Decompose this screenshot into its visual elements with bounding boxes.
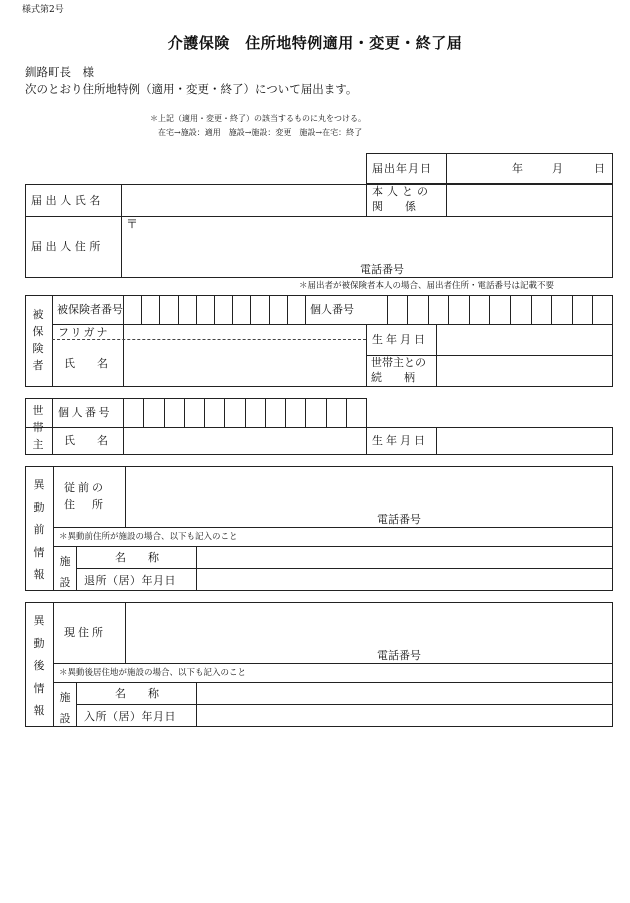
digit-cell[interactable] [184,398,204,427]
digit-cell[interactable] [224,398,244,427]
before-facility-date-label: 退所（居）年月日 [84,574,176,587]
after-phone-label: 電話番号 [377,649,421,662]
digit-cell[interactable] [407,295,428,324]
form-number: 様式第2号 [22,5,64,15]
householder-side-label: 世 帯 主 [32,404,44,452]
digit-cell[interactable] [164,398,184,427]
digit-cell[interactable] [489,295,510,324]
relation-label: 本人との [372,185,432,198]
digit-cell[interactable] [143,398,163,427]
submitter-phone-label: 電話番号 [360,263,404,276]
digit-cell[interactable] [551,295,572,324]
note-circle: ＊上記（適用・変更・終了）の該当するものに丸をつける。 [150,114,366,123]
submission-date-field[interactable] [447,154,612,183]
intro-text: 次のとおり住所地特例（適用・変更・終了）について届出ます。 [25,82,358,96]
digit-cell[interactable] [141,295,159,324]
before-facility-name-field[interactable] [197,547,612,567]
before-side-label: 異 動 前 情 報 [33,478,45,582]
before-address-label: 従前の [64,481,106,494]
before-address-label-2: 住 所 [64,498,106,511]
digit-cell[interactable] [287,295,305,324]
digit-cell[interactable] [448,295,469,324]
insured-name-label: 氏 名 [64,357,108,370]
digit-cell[interactable] [346,398,366,427]
digit-cell[interactable] [123,398,143,427]
insured-name-field[interactable] [124,340,365,386]
after-facility-date-field[interactable] [197,705,612,726]
digit-cell[interactable] [531,295,552,324]
note-cases: 在宅→施設：適用 施設→施設：変更 施設→在宅：終了 [158,128,363,137]
furigana-label: フリガナ [58,326,110,339]
household-relation-field[interactable] [437,356,612,386]
digit-cell[interactable] [269,295,287,324]
before-phone-label: 電話番号 [377,513,421,526]
digit-cell[interactable] [250,295,268,324]
insured-number-cells[interactable] [123,295,305,324]
householder-birth-label: 生年月日 [372,434,428,447]
date-day-unit: 日 [594,162,605,175]
after-side-label: 異 動 後 情 報 [33,614,45,718]
digit-cell[interactable] [265,398,285,427]
digit-cell[interactable] [592,295,613,324]
digit-cell[interactable] [285,398,305,427]
after-address-label: 現住所 [64,626,106,639]
digit-cell[interactable] [572,295,593,324]
after-address-field[interactable] [126,603,612,662]
after-facility-name-label: 名 称 [115,687,159,700]
digit-cell[interactable] [387,295,408,324]
householder-personal-number-label: 個人番号 [58,406,112,419]
digit-cell[interactable] [428,295,449,324]
before-facility-name-label: 名 称 [115,551,159,564]
before-facility-label: 施 設 [59,555,71,589]
householder-name-label: 氏 名 [64,434,108,447]
insured-personal-number-label: 個人番号 [310,303,354,316]
submission-date-label: 届出年月日 [372,162,432,175]
householder-name-field[interactable] [124,428,365,454]
submitter-address-label: 届出人住所 [31,240,104,253]
householder-birth-field[interactable] [437,428,612,454]
digit-cell[interactable] [178,295,196,324]
digit-cell[interactable] [326,398,346,427]
digit-cell[interactable] [305,398,325,427]
digit-cell[interactable] [245,398,265,427]
household-relation-label: 世帯主との [371,356,426,369]
before-note: ＊異動前住所が施設の場合、以下も記入のこと [59,532,238,542]
insured-side-label: 被 保 険 者 [32,308,44,373]
digit-cell[interactable] [159,295,177,324]
before-facility-date-field[interactable] [197,569,612,590]
digit-cell[interactable] [214,295,232,324]
furigana-field[interactable] [124,325,365,338]
digit-cell[interactable] [510,295,531,324]
digit-cell[interactable] [469,295,490,324]
submitter-name-label: 届出人氏名 [31,194,104,207]
insured-personal-number-cells[interactable] [366,295,613,324]
insured-number-label: 被保険者番号 [57,303,123,316]
householder-personal-number-cells[interactable] [123,398,366,427]
before-address-field[interactable] [126,467,612,526]
after-note: ＊異動後居住地が施設の場合、以下も記入のこと [59,668,247,678]
insured-birth-label: 生年月日 [372,333,428,346]
date-month-unit: 月 [552,162,563,175]
submitter-name-field[interactable] [122,185,365,215]
digit-cell[interactable] [204,398,224,427]
insured-birth-field[interactable] [437,325,612,354]
postal-mark: 〒 [126,217,139,231]
form-title: 介護保険 住所地特例適用・変更・終了届 [167,34,463,52]
digit-cell[interactable] [123,295,141,324]
submitter-note: ＊届出者が被保険者本人の場合、届出者住所・電話番号は記載不要 [299,281,555,291]
digit-cell[interactable] [232,295,250,324]
digit-cell[interactable] [196,295,214,324]
after-facility-label: 施 設 [59,691,71,725]
relation-field[interactable] [447,185,612,215]
date-year-unit: 年 [512,162,523,175]
after-facility-name-field[interactable] [197,683,612,703]
household-relation-label-2: 続 柄 [371,371,415,384]
after-facility-date-label: 入所（居）年月日 [84,710,176,723]
addressee: 釧路町長 様 [25,65,94,79]
relation-label-2: 関 係 [372,200,416,213]
digit-cell[interactable] [366,295,387,324]
